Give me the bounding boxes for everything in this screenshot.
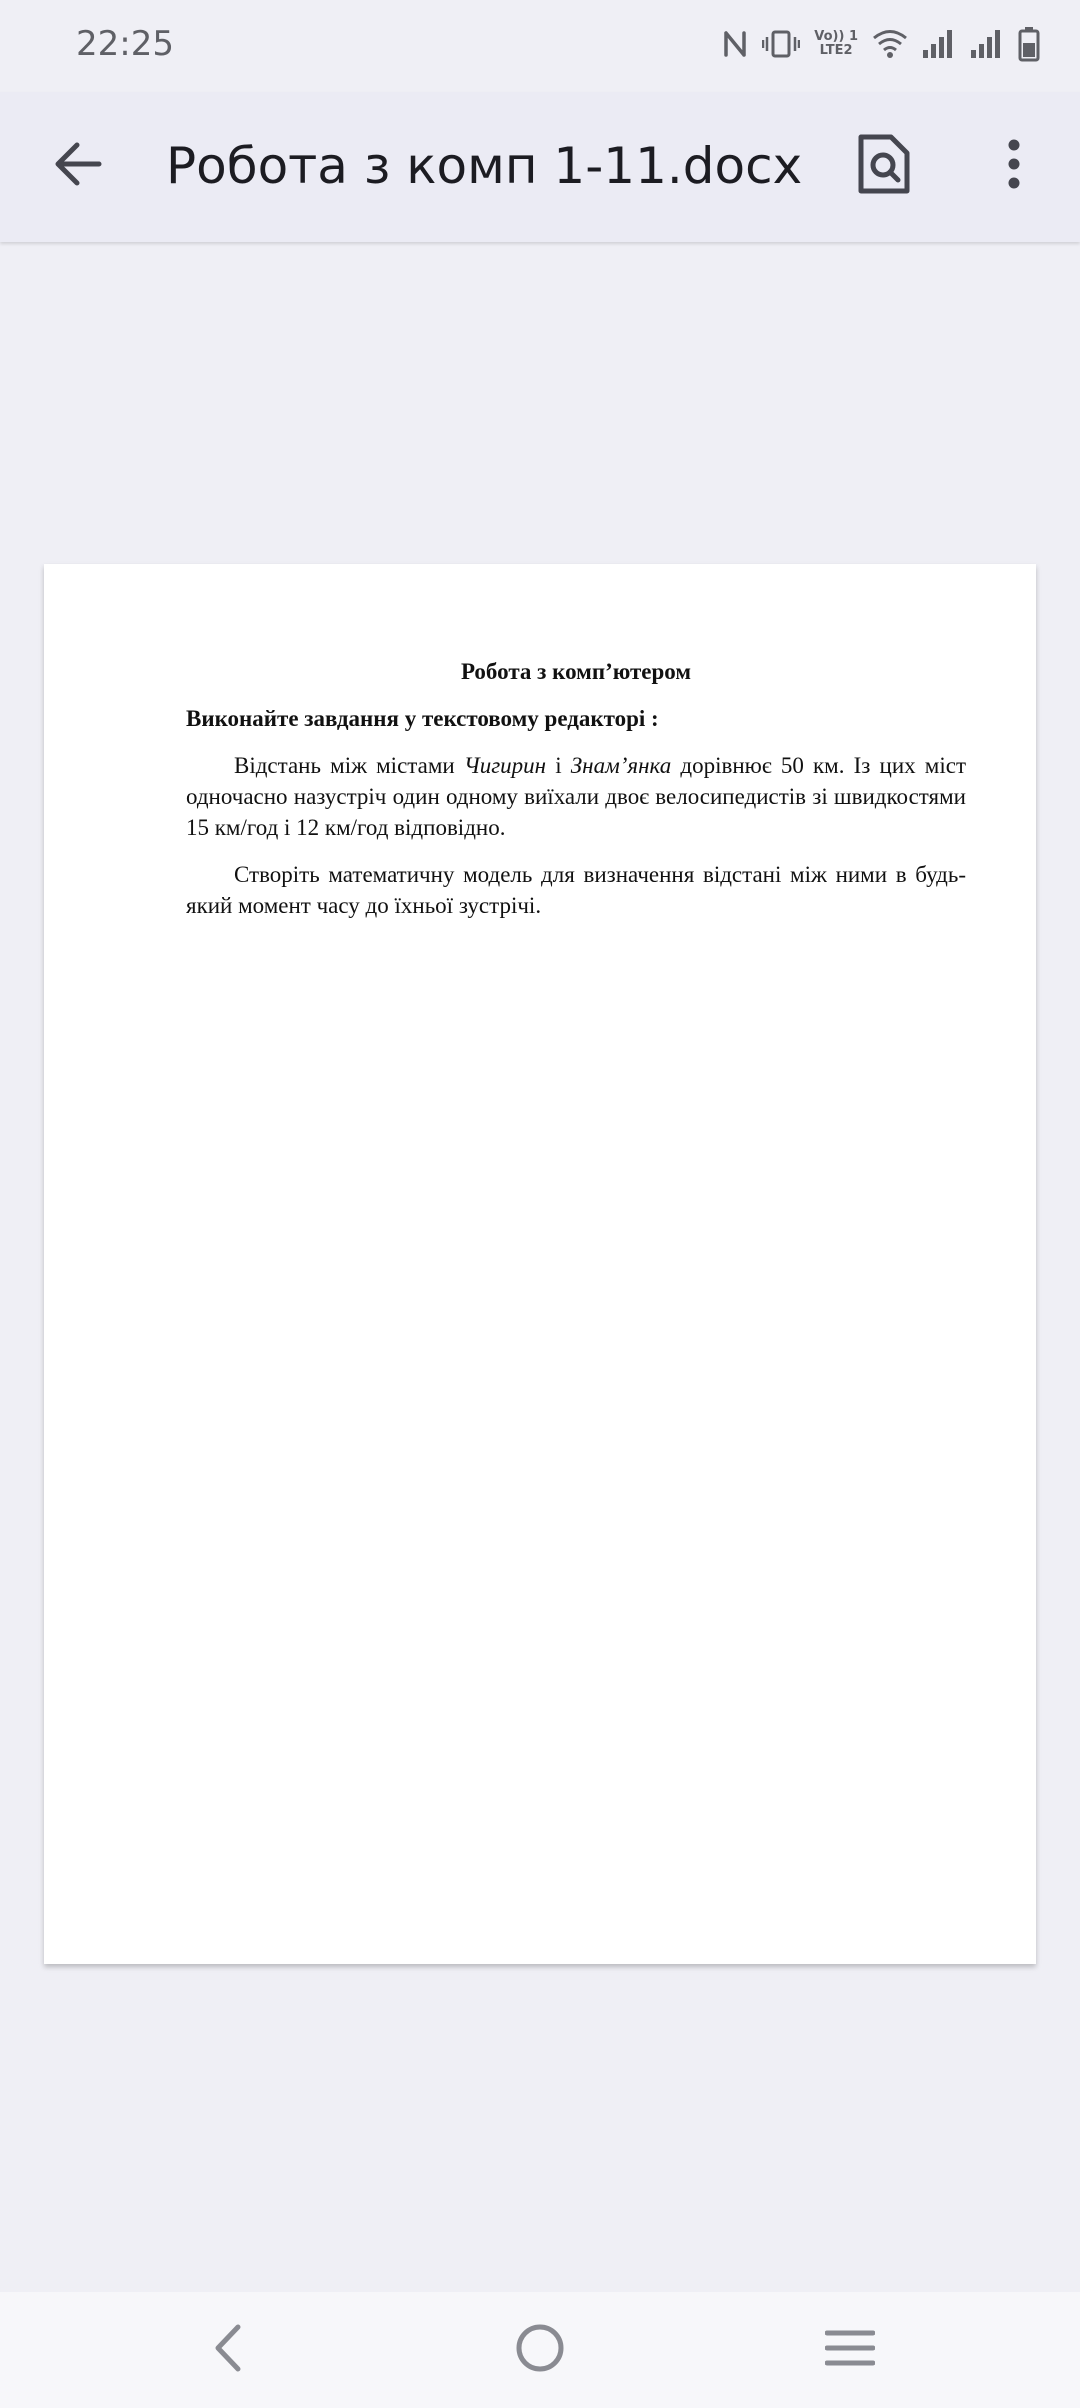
status-icons [722, 22, 1040, 66]
arrow-back-icon [53, 141, 103, 191]
paragraph-text: Відстань між містами [234, 753, 464, 778]
city-name: Знам’янка [570, 753, 672, 778]
back-button[interactable] [44, 132, 112, 200]
nav-home-button[interactable] [500, 2310, 580, 2390]
document-paragraph-2: Створіть математичну модель для визначення відстані між ними в будь-який момент часу до їхньої зустрічі. [186, 862, 966, 918]
network-label [814, 30, 858, 58]
document-heading: Робота з комп’ютером [460, 659, 692, 684]
battery-icon [1018, 26, 1040, 62]
nav-recents-button[interactable] [810, 2310, 890, 2390]
nav-home-icon [515, 2323, 565, 2377]
nav-back-button[interactable] [188, 2310, 268, 2390]
status-time: 22:25 [76, 24, 174, 64]
city-name: Чигирин [463, 753, 547, 778]
app-bar [0, 92, 1080, 242]
more-vert-icon [1006, 139, 1022, 193]
find-in-page-icon [857, 133, 911, 199]
volte-label: Vo)) 1 [814, 29, 858, 44]
more-options-button[interactable] [984, 128, 1044, 204]
document-task-instruction: Виконайте завдання у текстовому редакторі : [186, 706, 659, 731]
nfc-icon [722, 27, 748, 61]
document-page[interactable] [44, 564, 1036, 1964]
status-bar [0, 0, 1080, 92]
nav-recents-icon [825, 2328, 875, 2372]
lte-label: LTE2 [819, 43, 853, 58]
paragraph-text: дорівнює 50 км. Із цих міст одночасно назустріч один одному виїхали двоє велосипедистів зі швидкостями 15 км/год і 12 км/год відповідно. [186, 753, 966, 840]
document-title: Робота з комп 1-11.docx [166, 137, 803, 195]
paragraph-text: і [546, 753, 571, 778]
system-navigation-bar [0, 2292, 1080, 2408]
find-in-document-button[interactable] [846, 128, 922, 204]
document-content [186, 656, 966, 937]
nav-back-icon [208, 2323, 248, 2377]
vibrate-icon [762, 29, 800, 59]
wifi-icon [872, 28, 908, 60]
signal-icon-2 [970, 28, 1004, 60]
signal-icon-1 [922, 28, 956, 60]
document-paragraph-1 [186, 750, 966, 843]
